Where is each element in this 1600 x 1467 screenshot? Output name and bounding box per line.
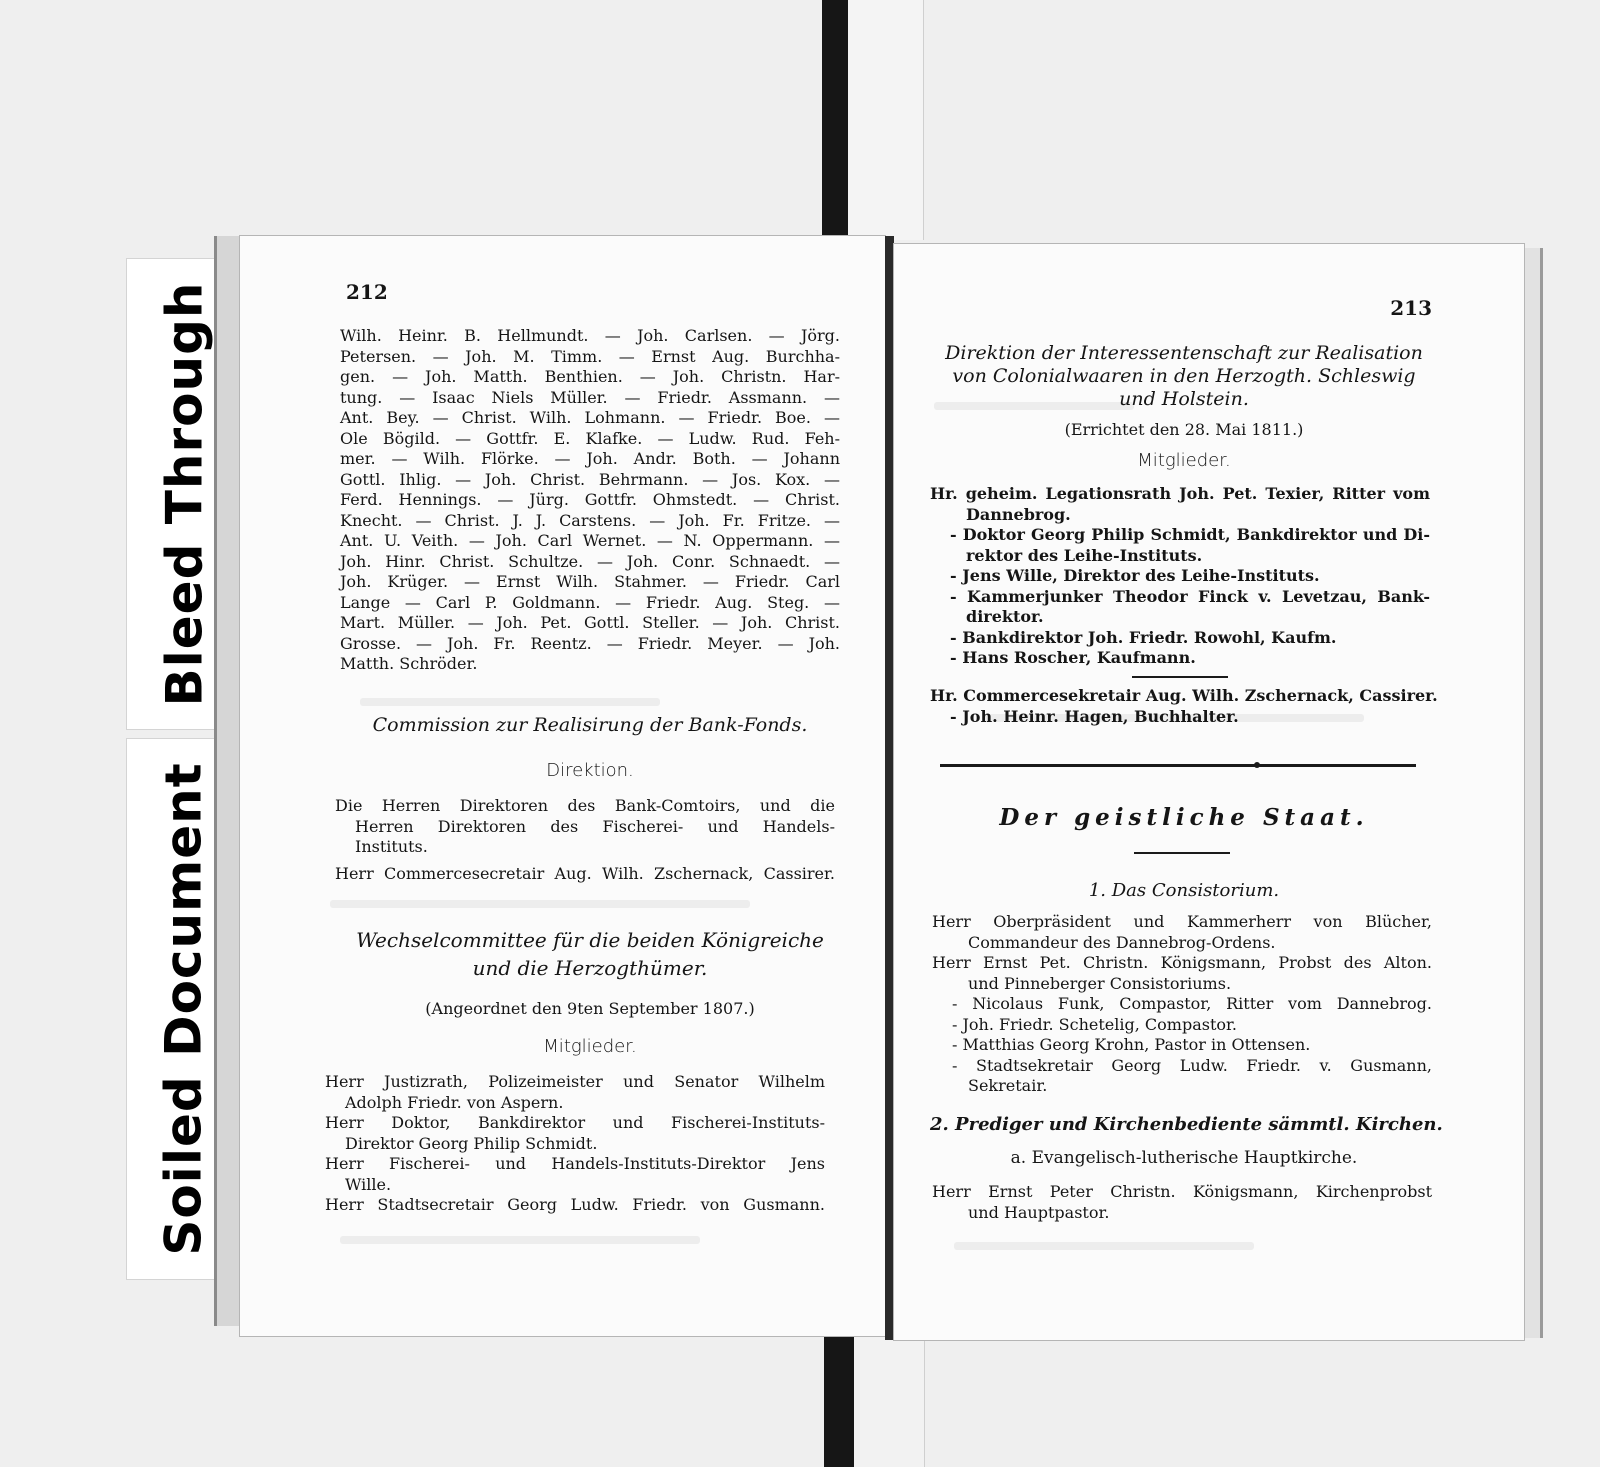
section-rule: [1132, 676, 1228, 678]
right-page: [894, 244, 1524, 1340]
book-gutter: [885, 236, 894, 1340]
name-line: gen. — Joh. Matth. Benthien. — Joh. Christn. Har-: [340, 367, 840, 386]
direktion-heading: [934, 342, 1434, 411]
name-line: Ant. U. Veith. — Joh. Carl Wernet. — N. Oppermann. —: [340, 531, 840, 550]
name-line: Lange — Carl P. Goldmann. — Friedr. Aug. Steg. —: [340, 592, 840, 612]
bleed-mark: [340, 1236, 700, 1244]
staff-list: [930, 686, 1438, 727]
staat-heading: Der geistliche Staat.: [999, 804, 1369, 831]
consistorium-line: Sekretair.: [968, 1076, 1048, 1095]
consistorium-line: - Stadtsekretair Georg Ludw. Friedr. v. Gusmann,: [952, 1055, 1432, 1075]
member-line: Wille.: [345, 1174, 392, 1194]
staff-line: - Joh. Heinr. Hagen, Buchhalter.: [950, 706, 1239, 726]
name-line: Ant. Bey. — Christ. Wilh. Lohmann. — Friedr. Boe. —: [340, 408, 840, 427]
direktion-heading: Direktion.: [546, 760, 634, 781]
evangelisch-heading: a. Evangelisch-lutherische Hauptkirche.: [1010, 1148, 1358, 1168]
member-line: Herr Fischerei- und Handels-Instituts-Direktor Jens: [325, 1154, 825, 1173]
paragraph-line: Herr Commercesecretair Aug. Wilh. Zschernack, Cassirer.: [335, 864, 835, 883]
hauptkirche-line: und Hauptpastor.: [968, 1202, 1110, 1222]
consistorium-line: - Joh. Friedr. Schetelig, Compastor.: [952, 1014, 1237, 1034]
consistorium-heading: 1. Das Consistorium.: [1088, 880, 1280, 901]
wechsel-heading: [330, 926, 850, 982]
member-line: - Bankdirektor Joh. Friedr. Rowohl, Kaufm.: [950, 627, 1337, 647]
consistorium-line: Herr Ernst Pet. Christn. Königsmann, Probst des Alton.: [932, 953, 1432, 972]
heading-line: und Holstein.: [1119, 388, 1249, 410]
member-line: Direktor Georg Philip Schmidt.: [345, 1133, 598, 1153]
hauptkirche-list: [932, 1182, 1432, 1223]
mitglieder-heading: Mitglieder.: [543, 1036, 637, 1057]
heading-line: und die Herzogthümer.: [472, 956, 708, 980]
bleed-mark: [954, 1242, 1254, 1250]
left-page: [240, 236, 885, 1336]
name-line: Ole Bögild. — Gottfr. E. Klafke. — Ludw. Rud. Feh-: [340, 428, 840, 448]
page-number: 212: [346, 280, 388, 304]
member-line: Herr Justizrath, Polizeimeister und Senator Wilhelm: [325, 1072, 825, 1091]
member-line: Herr Stadtsecretair Georg Ludw. Friedr. von Gusmann.: [325, 1195, 825, 1214]
member-line: - Hans Roscher, Kaufmann.: [950, 648, 1196, 667]
member-line: Hr. geheim. Legationsrath Joh. Pet. Texier, Ritter vom: [930, 484, 1430, 503]
heading-line: Wechselcommittee für die beiden Königreiche: [356, 928, 824, 952]
name-line: Grosse. — Joh. Fr. Reentz. — Friedr. Meyer. — Joh.: [340, 633, 840, 653]
angeordnet-date: (Angeordnet den 9ten September 1807.): [425, 999, 755, 1018]
commission-heading: Commission zur Realisirung der Bank-Fonds.: [372, 714, 808, 736]
mitglieder-heading: Mitglieder.: [1137, 450, 1231, 471]
page-number: 213: [1390, 296, 1432, 320]
bleed-through-text: Bleed Through: [155, 281, 213, 707]
hauptkirche-line: Herr Ernst Peter Christn. Königsmann, Kirchenprobst: [932, 1182, 1432, 1201]
paragraph-line: Herren Direktoren des Fischerei- und Handels-: [355, 816, 835, 836]
consistorium-line: Commandeur des Dannebrog-Ordens.: [968, 932, 1276, 952]
staff-line: Hr. Commercesekretair Aug. Wilh. Zschernack, Cassirer.: [930, 686, 1438, 705]
member-line: Adolph Friedr. von Aspern.: [345, 1092, 564, 1112]
errichtet-date: (Errichtet den 28. Mai 1811.): [1064, 420, 1304, 439]
heading-line: Direktion der Interessentenschaft zur Realisation: [945, 342, 1423, 364]
name-line: Gottl. Ihlig. — Joh. Christ. Behrmann. — Jos. Kox. —: [340, 469, 840, 489]
paragraph-line: Instituts.: [355, 837, 428, 856]
name-line: tung. — Isaac Niels Müller. — Friedr. Assmann. —: [340, 387, 840, 407]
member-line: - Kammerjunker Theodor Finck v. Levetzau, Bank-: [950, 586, 1430, 606]
name-line: mer. — Wilh. Flörke. — Joh. Andr. Both. — Johann: [340, 449, 840, 468]
member-list: [930, 484, 1430, 669]
name-line: Petersen. — Joh. M. Timm. — Ernst Aug. Burchha-: [340, 346, 840, 366]
name-line: Knecht. — Christ. J. J. Carstens. — Joh. Fr. Fritze. —: [340, 510, 840, 530]
prediger-heading: 2. Prediger und Kirchenbediente sämmtl. Kirchen.: [930, 1114, 1443, 1135]
bleed-mark: [360, 698, 660, 706]
name-line: Mart. Müller. — Joh. Pet. Gottl. Steller. — Joh. Christ.: [340, 613, 840, 632]
section-divider: [940, 764, 1416, 767]
member-line: - Jens Wille, Direktor des Leihe-Instituts.: [950, 566, 1320, 585]
name-line: Joh. Krüger. — Ernst Wilh. Stahmer. — Friedr. Carl: [340, 572, 840, 591]
member-list: [325, 1072, 825, 1216]
name-list: [340, 326, 840, 675]
cassirer-line: [335, 864, 835, 885]
binding-spine-top: [822, 0, 848, 248]
consistorium-line: und Pinneberger Consistoriums.: [968, 973, 1232, 993]
divider-ornament: [1254, 762, 1260, 768]
bank-directors-paragraph: [335, 796, 835, 858]
name-line: Wilh. Heinr. B. Hellmundt. — Joh. Carlsen. — Jörg.: [340, 326, 840, 345]
member-line: rektor des Leihe-Instituts.: [966, 545, 1203, 565]
member-line: - Doktor Georg Philip Schmidt, Bankdirektor und Di-: [950, 525, 1430, 544]
section-rule: [1134, 852, 1230, 854]
soiled-document-text: Soiled Document: [155, 762, 214, 1256]
paragraph-line: Die Herren Direktoren des Bank-Comtoirs, und die: [335, 796, 835, 815]
bleed-mark: [330, 900, 750, 908]
member-line: Dannebrog.: [966, 504, 1071, 524]
name-line: Ferd. Hennings. — Jürg. Gottfr. Ohmstedt. — Christ.: [340, 490, 840, 509]
binding-spine-bottom: [824, 1330, 854, 1467]
consistorium-list: [932, 912, 1432, 1097]
member-line: direktor.: [966, 607, 1044, 626]
consistorium-line: - Matthias Georg Krohn, Pastor in Ottensen.: [952, 1035, 1311, 1054]
name-line: Joh. Hinr. Christ. Schultze. — Joh. Conr. Schnaedt. —: [340, 551, 840, 571]
consistorium-line: - Nicolaus Funk, Compastor, Ritter vom Dannebrog.: [952, 994, 1432, 1013]
consistorium-line: Herr Oberpräsident und Kammerherr von Blücher,: [932, 912, 1432, 931]
member-line: Herr Doktor, Bankdirektor und Fischerei-Instituts-: [325, 1113, 825, 1132]
name-line: Matth. Schröder.: [340, 654, 478, 673]
heading-line: von Colonialwaaren in den Herzogth. Schleswig: [952, 365, 1416, 387]
